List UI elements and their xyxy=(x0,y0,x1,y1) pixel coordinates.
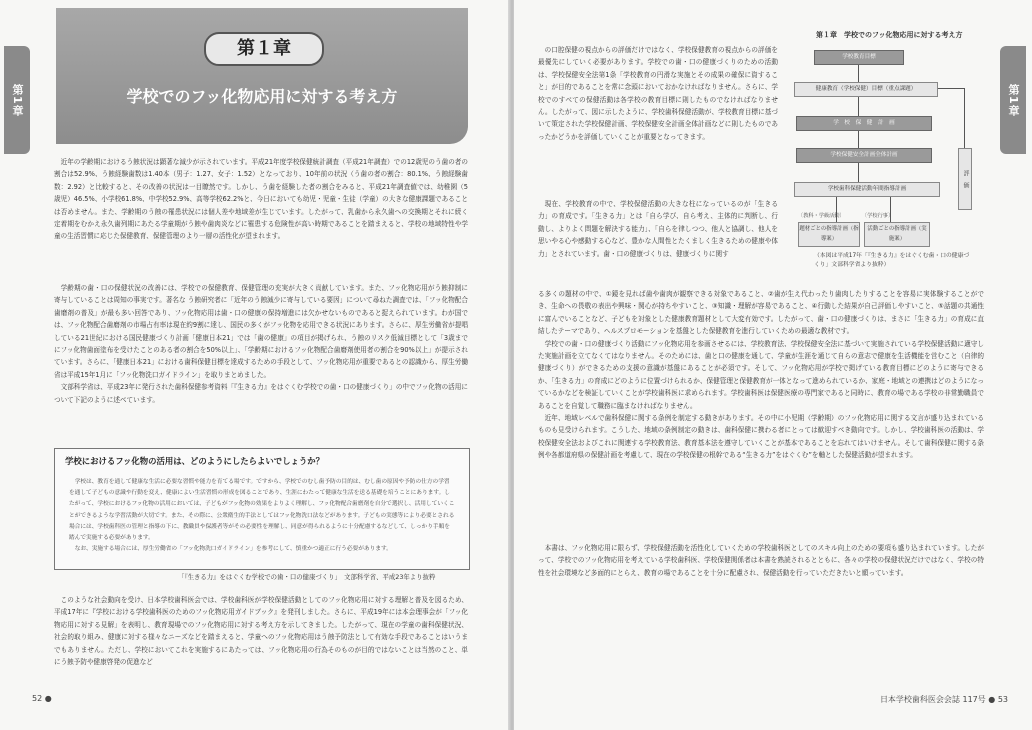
figure-box-lesson-plan: 題材ごとの指導計画（指導案） xyxy=(798,222,860,247)
bullet-icon: ● xyxy=(44,694,52,703)
figure-evaluation-box: 評 価 xyxy=(958,148,972,210)
body-paragraph: 本書は、フッ化物応用に限らず、学校保健活動を活性化していくための学校歯科医としてのスキル向上のための要項も盛り込まれています。したがって、学校でのフッ化物応用を考えている学校歯科医、学校保健関係者は本書を熟読されるとともに、各々の学校の保健状況だけではなく、学校の特性を社会環境など多面的にとらえ、教育の場であることを十分に配慮され、保健活動を行っていただきたいと願っています。 xyxy=(538,544,984,577)
full-width-paragraph-block xyxy=(538,542,984,608)
body-paragraph: 文部科学省は、平成23年に発行された歯科保健参考資料「『生きる力』をはぐくむ学校での歯・口の健康づくり」の中でフッ化物の活用について下記のように述べています。 xyxy=(54,383,468,404)
page-number-right: 日本学校歯科医会会誌 117号 ● 53 xyxy=(879,695,1008,704)
chapter-header xyxy=(56,8,468,144)
figure-sublabel: 〔教科・学級活動〕 xyxy=(798,213,845,219)
body-paragraph: 学齢期の歯・口の保健状況の改善には、学校での保健教育、保健管理の充実が大きく貢献しています。また、フッ化物応用がう蝕抑制に寄与していることは周知の事実です。著名な う蝕研究者に「近年のう蝕減少に寄与している要因」について尋ねた調査では、「フッ化物配合歯磨剤の普及」が最も多い回答であり、フッ化物応用は歯・口の健康の保持増進には欠かせないものであると捉えられています。わが国では、フッ化物配合歯磨剤の市場占有率は現在約9割に達し、国民の多くがフッ化物を応用できる状況にあります。さらに、厚生労働省が提唱している21世紀における国民健康づくり計画「健康日本21」では「歯の健康」の項目が掲げられ、う蝕のリスク低減目標として「3歳までにフッ化物歯面塗布を受けたことのある者の割合を50%以上」、「学齢期におけるフッ化物配合歯磨剤使用者の割合を90%以上」が提示されています。さらに、「健康日本21」における歯科保健目標を達成するための手段として、フッ化物応用が重要であるとの認識から、厚生労働省は平成15年1月に「フッ化物洗口ガイドライン」を取りまとめました。 xyxy=(54,284,468,379)
intro-paragraph-block xyxy=(54,156,468,268)
figure-source-note: （本図は平成17年「『生きる力』をはぐくむ歯・口の健康づくり」文部科学省より抜粋） xyxy=(814,253,970,268)
column-paragraph-block xyxy=(538,44,778,194)
body-paragraph-block xyxy=(54,282,468,432)
callout-body xyxy=(69,477,455,555)
left-page xyxy=(0,0,510,730)
figure-box-safety-plan: 学校保健安全計画全体計画 xyxy=(796,148,932,163)
column-paragraph-block xyxy=(538,198,778,284)
body-paragraph: る多くの題材の中で、①鏡を見れば歯や歯肉が観察できる対象であること、②歯が生え代わったり歯肉したりすることを容易に実体験することができ、生命への畏敬の表出や興味・関心が持ちやすいこと、③知識・理解が容易であること、④行動した結果が自己評価しやすいこと、⑤話題の共通性に富んでいることなど、子どもを対象とした健康教育題材として大変有効です。したがって、歯・口の健康づくりは、まさに「生きる力」の育成に直結したテーマであり、ヘルスプロモーションを基盤とした保健教育を進行していくための最適な教材です。 xyxy=(538,290,984,336)
callout-paragraph: 学校は、教育を通して健康な生活に必要な習慣や能力を育てる場です。ですから、学校でのむし歯予防の目的は、むし歯の原因や予防の仕方の学習を通して子どもの意識や行動を変え、健康によい生活習慣の形成を図ることであり、生涯にわたって健康な生活を送る基礎を培うことにあります。したがって、学校におけるフッ化物の活用においては、子どもがフッ化物の効果をよりよく理解し、フッ化物配合歯磨剤を自分で選択し、活用していくことができるような学習活動が大切です。また、その際に、公衆衛生的手法としてはフッ化物洗口法などがあります。子どもの実態等により必要とされる場合には、学校歯科医の管理と指導の下に、教職員や保護者等がその必要性を理解し、同意が得られるように十分配慮するなどして、しっかり手順を踏んで実施する必要があります。 xyxy=(69,479,455,542)
body-paragraph: 現在、学校教育の中で、学校保健活動の大きな柱になっているのが「生きる力」の育成です。「生きる力」とは「自ら学び、自ら考え、主体的に判断し、行動し、よりよく問題を解決する能力」、「自らを律しつつ、他人と協調し、他人を思いやる心や感動する心など、豊かな人間性とたくましく生きるための健康や体力」とされています。歯・口の健康づくりは、健康づくりに関す xyxy=(538,200,778,258)
body-paragraph: 近年の学齢期におけるう蝕状況は顕著な減少が示されています。平成21年度学校保健統計調査（平成21年調査）での12歳児のう歯の者の割合は52.9%、う蝕経験歯数は1.40本（男子：1.27、女子：1.52）となっており、10年前の状況（う歯の者の割合：80.1%、う蝕経験歯数：2.92）と比較すると、その改善の状況は一目瞭然です。しかし、う歯を経験した者の割合をみると、平成21年調査値では、幼稚園（5歳児）46.5%、小学校61.8%、中学校52.9%、高等学校62.2%と、今日においても幼児・児童・生徒（学童）の大きな健康課題であることは否めません。また、学齢期のう蝕の罹患状況には個人差や地域差が生じています。したがって、乳歯から永久歯への交換期とそれに続く定着期をむかえ永久歯列期にあたる学童期がう蝕や歯肉炎などに罹患する危険性が高い時期であることを踏まえると、学校の地域特性や学童の生活習慣に応じた保健教育、保健管理のより一層の活性化が望まれます。 xyxy=(54,158,468,241)
chapter-side-tab: 第1章 xyxy=(4,46,30,154)
figure-box-health-plan: 学 校 保 健 計 画 xyxy=(796,116,932,131)
callout-source-caption: 「『生きる力』をはぐくむ学校での歯・口の健康づくり」 文部科学省、平成23年より抜粋 xyxy=(178,573,436,581)
body-paragraph: 近年、地域レベルで歯科保健に関する条例を制定する動きがあります。その中に小児期（学齢期）のフッ化物応用に関する文言が盛り込まれているものも見受けられます。こうした、地域の条例制定の動きは、歯科保健に携わる者にとっては歓迎すべき動向です。しかし、学校歯科医の活動は、学校保健安全法およびこれに関連する学校教育法、教育基本法を遵守していくことが基本であることを忘れてはいけません。そして歯科保健に関する条例や各都道府県の保健計画を考慮して、現在の学校保健の根幹である“生きる力”をはぐくむ”を軸とした保健活動が望まれます。 xyxy=(538,414,984,460)
figure-box-health-goal: 健康教育（学校保健）目標（重点課題） xyxy=(794,82,938,97)
page-number-value: 52 xyxy=(32,694,43,703)
chapter-side-tab: 第1章 xyxy=(1000,46,1026,154)
closing-paragraph-block xyxy=(54,594,468,682)
figure-box-school-goal: 学校教育目標 xyxy=(814,50,904,65)
figure-box-annual-plan: 学校歯科保健活動年間指導計画 xyxy=(794,182,940,197)
page-number-left xyxy=(32,694,52,703)
body-paragraph: の口腔保健の視点からの評価だけではなく、学校保健教育の視点からの評価を最優先にしていく必要があります。学校での歯・口の健康づくりのための活動は、学校保健安全法第1条「学校教育の円滑な実施とその成果の確保に資すること」が目的であることを常に念頭においておかなければなりません。さらに、学校でのすべての保健活動は各学校の教育目標に則したものでなければなりません。したがって、図に示したように、学校歯科保健活動が、学校教育目標に基づいて策定された学校保健計画、学校保健安全計画全体計画などに則したものであったかどうかを評価していくことが重要となってきます。 xyxy=(538,46,778,141)
figure-sublabel: 〔学校行事〕 xyxy=(862,213,894,219)
flow-connector xyxy=(964,88,965,148)
running-head: 第１章 学校でのフッ化物応用に対する考え方 xyxy=(816,31,963,39)
body-paragraph: 学校での歯・口の健康づくり活動にフッ化物応用を参画させるには、学校教育法、学校保健安全法に基づいて実施されている学校保健活動に適守した実施計画を立てなくてはなりません。そのためには、歯と口の健康を通して、学童が生涯を通じて自らの意志で健康を生活機能を営むこと（自律的健康づくり）ができるための支援の意識が基盤にあることが必須です。そして、フッ化物応用が学校で掲げている教育目標にどのように寄与できるか、「生きる力」の育成にどのように位置づけられるか、保健管理と保健教育が一体となって進められているか、家庭・地域との連携はどのようになっているかなどを検証していくことが学校歯科医に求められます。学校歯科医は保健医療の専門家であると同時に、教育の場である学校の非常勤職員であることを自覚して職務に臨まなければなりません。 xyxy=(538,339,984,410)
right-page xyxy=(514,0,1032,730)
chapter-badge: 第１章 xyxy=(204,32,324,66)
flow-connector xyxy=(938,88,964,89)
chapter-title: 学校でのフッ化物応用に対する考え方 xyxy=(126,87,398,106)
callout-box xyxy=(54,448,470,570)
body-paragraph: このような社会動向を受け、日本学校歯科医会では、学校歯科医が学校保健活動としてのフッ化物応用に対する理解と普及を図るため、平成17年に『学校における学校歯科医のためのフッ化物応用ガイドブック』を発刊しました。さらに、平成19年には本会理事会が「フッ化物応用に対する見解」を表明し、教育現場でのフッ化物応用に対する考え方を示してきました。したがって、現在の学童の歯科保健状況、社会的取り組み、健康に対する様々なニーズなどを踏まえると、学童へのフッ化物応用はう蝕予防法として有効な手段であることはいうまでもありません。ただし、学校においてこれを実施するにあたっては、フッ化物応用の行為そのものが目的ではないことは当然のこと、単にう蝕予防や健康啓発の促進など xyxy=(54,596,468,667)
callout-title: 学校におけるフッ化物の活用は、どのようにしたらよいでしょうか？ xyxy=(65,456,325,466)
full-width-paragraph-block xyxy=(538,288,984,538)
callout-paragraph: なお、実施する場合には、厚生労働省の「フッ化物洗口ガイドライン」を参考にして、慎重かつ適正に行う必要があります。 xyxy=(74,546,392,553)
figure-box-activity-plan: 活動ごとの指導計画（実施案） xyxy=(864,222,930,247)
